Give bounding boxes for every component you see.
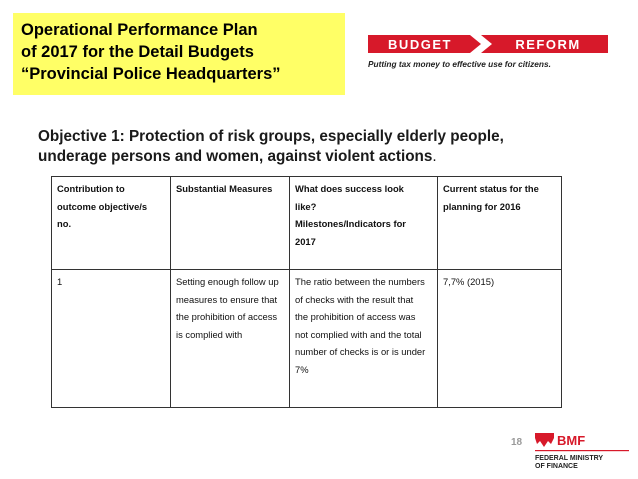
header-line: 2017 [295,235,316,247]
bmf-logo [532,430,632,472]
cell-status [438,270,562,408]
eagle-emblem-icon [535,433,554,447]
page-number: 18 [511,437,523,448]
title-line-1: Operational Performance Plan [21,21,258,39]
cell-line: measures to ensure that [176,293,278,305]
cell-line: 1 [57,276,63,287]
cell-line: of checks with the result that [295,293,414,305]
cell-line: Setting enough follow up [176,276,279,287]
header-line: like? [295,200,317,212]
table-header-row [52,177,562,270]
cell-line: 7% [295,363,309,375]
budget-reform-logo [368,34,608,76]
bmf-line-1: FEDERAL MINISTRY [535,455,604,462]
cell-line: the prohibition of access [176,311,278,322]
bmf-line-2: OF FINANCE [535,463,578,470]
header-line: What does success look [295,183,404,194]
cell-line: the prohibition of access was [295,311,416,322]
budget-word: BUDGET [388,37,452,52]
objective-line-1: Objective 1: Protection of risk groups, especially elderly people, [38,128,504,145]
header-line: Substantial Measures [176,183,273,194]
bmf-rule [535,450,629,451]
cell-line: is complied with [176,328,243,340]
cell-line: not complied with and the total [295,328,422,340]
header-line: outcome objective/s [57,200,148,212]
cell-measures [171,270,290,408]
objective-heading [38,127,618,167]
cell-success [290,270,438,408]
header-success [290,177,438,270]
cell-line: The ratio between the numbers [295,276,425,287]
header-line: Milestones/Indicators for [295,218,406,229]
title-line-2: of 2017 for the Detail Budgets [21,43,254,61]
title-line-3: “Provincial Police Headquarters” [21,65,281,83]
header-status [438,177,562,270]
cell-line: number of checks is or is under [295,346,426,357]
budget-tagline: Putting tax money to effective use for citizens. [368,59,551,69]
header-line: planning for 2016 [443,200,521,212]
title-box [13,13,345,95]
reform-word: REFORM [515,37,581,52]
table-row [52,270,562,408]
header-line: Contribution to [57,183,125,194]
header-line: Current status for the [443,183,539,194]
objective-line-2 [38,147,618,167]
header-line: no. [57,218,72,229]
header-measures [171,177,290,270]
bmf-brand: BMF [557,433,586,448]
cell-line: 7,7% (2015) [443,276,495,287]
objective-trailing-dot: . [432,148,437,165]
objective-line-2-text: underage persons and women, against violent actions [38,148,433,165]
cell-contribution [52,270,171,408]
performance-plan-table [51,176,562,408]
header-contribution [52,177,171,270]
